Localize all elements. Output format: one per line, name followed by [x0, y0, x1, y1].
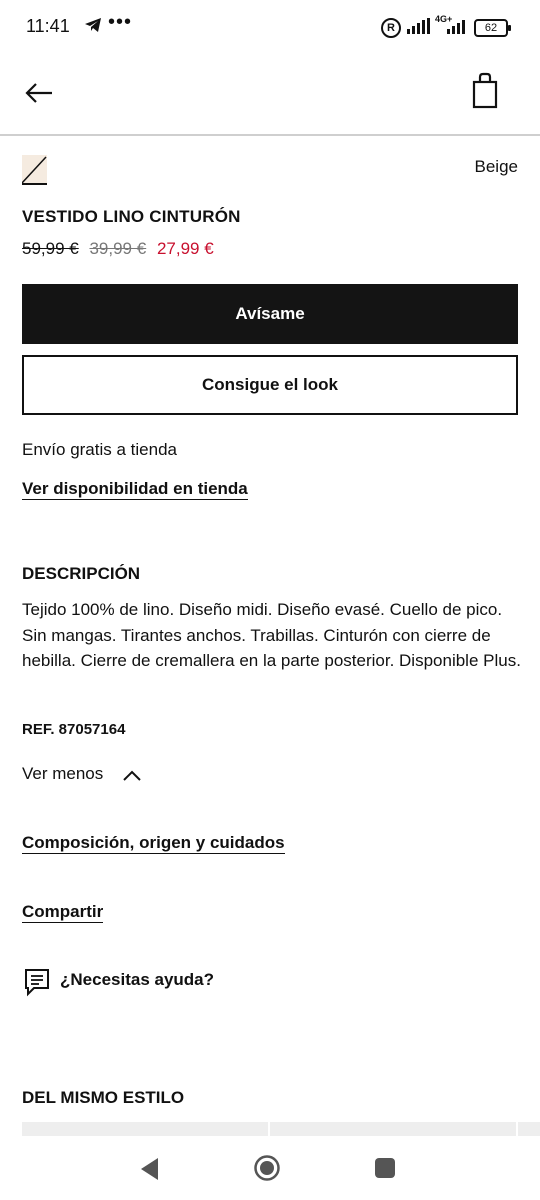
- product-title: VESTIDO LINO CINTURÓN: [22, 207, 241, 226]
- square-recent-icon: [374, 1157, 396, 1179]
- carousel-divider: [268, 1122, 270, 1136]
- system-navigation-bar: [0, 1136, 540, 1200]
- price-current: 27,99 €: [156, 239, 214, 258]
- product-reference: REF. 87057164: [22, 721, 126, 738]
- store-availability-link[interactable]: Ver disponibilidad en tienda: [22, 479, 248, 498]
- system-recent-apps-button[interactable]: [374, 1157, 396, 1184]
- status-bar: [0, 0, 540, 56]
- swatch-selected-mark: [22, 155, 47, 185]
- battery-icon: 62: [474, 19, 508, 37]
- description-text: Tejido 100% de lino. Diseño midi. Diseño evasé. Cuello de pico. Sin mangas. Tirantes anchos. Trabillas. Cinturón con cierre de hebilla. Cierre de cremallera en la parte posterior. Disponible Plus.: [22, 600, 521, 670]
- back-button[interactable]: [22, 76, 56, 110]
- more-notifications-icon: •••: [108, 11, 133, 33]
- system-home-button[interactable]: [253, 1154, 281, 1187]
- share-link[interactable]: Compartir: [22, 902, 104, 921]
- chevron-up-icon: [122, 769, 142, 781]
- description-heading: DESCRIPCIÓN: [22, 564, 141, 583]
- signal-icon: [407, 18, 431, 39]
- composition-link[interactable]: Composición, origen y cuidados: [22, 833, 285, 852]
- network-type-label: 4G+: [435, 14, 453, 24]
- color-name: Beige: [474, 157, 518, 176]
- telegram-icon: [84, 17, 102, 38]
- shopping-bag-button[interactable]: [470, 72, 502, 110]
- system-back-button[interactable]: [138, 1156, 162, 1187]
- get-the-look-button[interactable]: Consigue el look: [22, 355, 518, 415]
- status-time: 11:41: [26, 16, 70, 36]
- chat-icon: [22, 967, 52, 997]
- top-navigation: [0, 56, 540, 136]
- show-less-toggle[interactable]: [22, 764, 142, 784]
- color-swatch[interactable]: [22, 155, 47, 185]
- related-products-carousel[interactable]: [22, 1122, 540, 1136]
- shopping-bag-icon: [470, 72, 502, 110]
- price-previous: 39,99 €: [89, 239, 147, 258]
- signal-secondary-icon: [447, 18, 469, 39]
- carousel-divider: [516, 1122, 518, 1136]
- circle-home-icon: [253, 1154, 281, 1182]
- price-row: [22, 239, 220, 259]
- help-label: ¿Necesitas ayuda?: [60, 970, 215, 989]
- triangle-back-icon: [138, 1156, 162, 1182]
- notify-me-button[interactable]: Avísame: [22, 284, 518, 344]
- arrow-left-icon: [22, 76, 56, 110]
- shipping-info: Envío gratis a tienda: [22, 440, 177, 459]
- same-style-heading: DEL MISMO ESTILO: [22, 1088, 185, 1107]
- registered-icon: R: [381, 18, 401, 38]
- show-less-label: Ver menos: [22, 764, 104, 783]
- price-original: 59,99 €: [22, 239, 79, 258]
